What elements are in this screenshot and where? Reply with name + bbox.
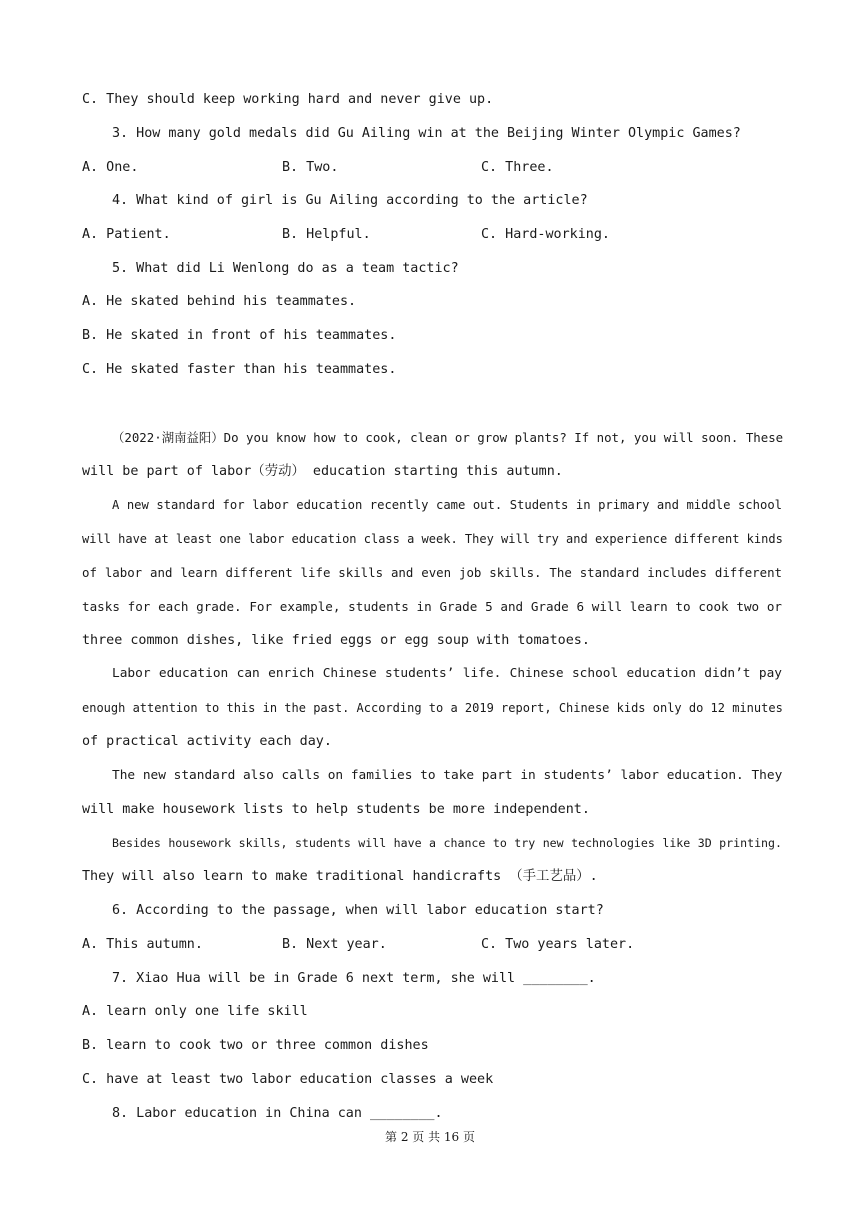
- q5-stem: 5. What did Li Wenlong do as a team tactic?: [112, 261, 459, 276]
- passage-p1-line2: will be part of labor（劳动） education starting this autumn.: [82, 464, 563, 479]
- q7-stem: 7. Xiao Hua will be in Grade 6 next term, she will ________.: [112, 971, 596, 986]
- passage-p2-line3: of labor and learn different life skills and even job skills. The standard includes different: [82, 565, 782, 580]
- q3-option-a: A. One.: [82, 160, 139, 175]
- page-number-footer: 第 2 页 共 16 页: [385, 1130, 475, 1144]
- q4-options: [82, 225, 782, 245]
- q5-option-b: B. He skated in front of his teammates.: [82, 328, 397, 343]
- q5-option-a: A. He skated behind his teammates.: [82, 294, 357, 309]
- q3-options: [82, 158, 782, 178]
- passage-p3-line2: enough attention to this in the past. According to a 2019 report, Chinese kids only do 12 minutes: [82, 701, 783, 715]
- passage-p3-line3: of practical activity each day.: [82, 734, 332, 749]
- passage-p4-line2: will make housework lists to help students be more independent.: [82, 802, 590, 817]
- passage-p3-line1: Labor education can enrich Chinese students’ life. Chinese school education didn’t pay: [112, 666, 782, 681]
- q4-option-b: B. Helpful.: [282, 227, 371, 242]
- q3-option-c: C. Three.: [481, 160, 554, 175]
- q4-option-c: C. Hard-working.: [481, 227, 610, 242]
- passage-p2-line2: will have at least one labor education class a week. They will try and experience different kinds: [82, 532, 783, 546]
- passage-p5-line2: They will also learn to make traditional handicrafts （手工艺品）.: [82, 869, 598, 884]
- q4-stem: 4. What kind of girl is Gu Ailing according to the article?: [112, 193, 588, 208]
- q6-option-c: C. Two years later.: [481, 937, 635, 952]
- q7-option-a: A. learn only one life skill: [82, 1004, 308, 1019]
- q3-option-b: B. Two.: [282, 160, 339, 175]
- passage-p2-line1: A new standard for labor education recently came out. Students in primary and middle school: [112, 498, 782, 512]
- passage-p2-line5: three common dishes, like fried eggs or egg soup with tomatoes.: [82, 633, 590, 648]
- q6-option-b: B. Next year.: [282, 937, 387, 952]
- q2-option-c: C. They should keep working hard and never give up.: [82, 92, 494, 107]
- q6-option-a: A. This autumn.: [82, 937, 203, 952]
- q4-option-a: A. Patient.: [82, 227, 171, 242]
- passage-p4-line1: The new standard also calls on families to take part in students’ labor education. They: [112, 768, 783, 783]
- q7-option-c: C. have at least two labor education classes a week: [82, 1072, 494, 1087]
- q6-stem: 6. According to the passage, when will labor education start?: [112, 903, 604, 918]
- passage-p5-line1: Besides housework skills, students will have a chance to try new technologies like 3D printing.: [112, 836, 782, 850]
- q7-option-b: B. learn to cook two or three common dishes: [82, 1038, 429, 1053]
- passage-p2-line4: tasks for each grade. For example, students in Grade 5 and Grade 6 will learn to cook two or: [82, 599, 782, 614]
- q8-stem: 8. Labor education in China can ________.: [112, 1106, 443, 1121]
- q6-options: [82, 935, 782, 955]
- q5-option-c: C. He skated faster than his teammates.: [82, 362, 397, 377]
- passage-p1-line1: （2022·湖南益阳）Do you know how to cook, clean or grow plants? If not, you will soon. These: [112, 430, 784, 445]
- q3-stem: 3. How many gold medals did Gu Ailing win at the Beijing Winter Olympic Games?: [112, 126, 741, 141]
